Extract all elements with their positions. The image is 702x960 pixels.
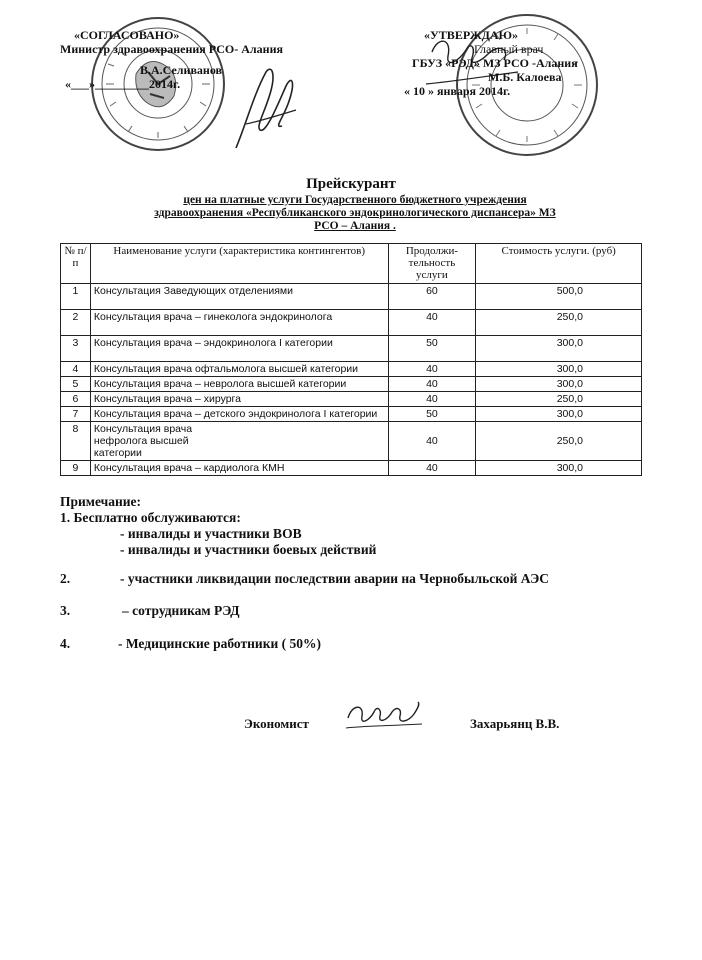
cell-duration: 40 (388, 310, 476, 336)
cell-cost: 300,0 (476, 461, 642, 476)
cell-num: 7 (61, 407, 91, 422)
cell-cost: 250,0 (476, 310, 642, 336)
cell-duration: 40 (388, 392, 476, 407)
chief-name: М.Б. Калоева (488, 70, 562, 84)
note-item-4-num: 4. (60, 636, 71, 651)
document-title: Прейскурант (306, 176, 396, 192)
note-item-1a: - инвалиды и участники ВОВ (120, 526, 302, 541)
economist-role: Экономист (244, 716, 309, 731)
cell-duration: 60 (388, 284, 476, 310)
table-row (61, 461, 642, 476)
cell-name: Консультация врача – эндокринолога I категории (90, 336, 388, 362)
cell-name: Консультация врача – кардиолога КМН (90, 461, 388, 476)
cell-name: Консультация врача офтальмолога высшей категории (90, 362, 388, 377)
cell-num: 2 (61, 310, 91, 336)
table-row (61, 377, 642, 392)
table-row (61, 284, 642, 310)
cell-name: Консультация врача – невролога высшей категории (90, 377, 388, 392)
note-item-1b: - инвалиды и участники боевых действий (120, 542, 377, 557)
cell-duration: 40 (388, 422, 476, 461)
note-item-2-text: - участники ликвидации последствии аварии на Чернобыльской АЭС (120, 571, 550, 586)
notes-heading: Примечание: (60, 494, 142, 509)
cell-name: Консультация врача нефролога высшей категории (90, 422, 388, 461)
table-row (61, 392, 642, 407)
cell-duration: 50 (388, 407, 476, 422)
cell-name: Консультация врача – детского эндокринолога I категории (90, 407, 388, 422)
table-row (61, 422, 642, 461)
cell-num: 8 (61, 422, 91, 461)
economist-name: Захарьянц В.В. (470, 716, 560, 731)
note-item-3-text: – сотрудникам РЭД (122, 603, 240, 618)
cell-num: 9 (61, 461, 91, 476)
cell-cost: 500,0 (476, 284, 642, 310)
cell-duration: 40 (388, 362, 476, 377)
cell-duration: 50 (388, 336, 476, 362)
approval-block (404, 28, 644, 98)
signature-economist (344, 700, 424, 734)
note-item-1: 1. Бесплатно обслуживаются: (60, 510, 241, 525)
cell-num: 6 (61, 392, 91, 407)
approved-heading: «УТВЕРЖДАЮ» (424, 28, 519, 42)
cell-num: 5 (61, 377, 91, 392)
header-duration: Продолжи-тельность услуги (388, 244, 476, 284)
table-row (61, 336, 642, 362)
table-row (61, 407, 642, 422)
notes-block (60, 494, 660, 558)
table-header-row (61, 244, 642, 284)
table-row (61, 310, 642, 336)
cell-cost: 300,0 (476, 362, 642, 377)
cell-duration: 40 (388, 377, 476, 392)
note-item-4-text: - Медицинские работники ( 50%) (118, 636, 321, 651)
cell-name: Консультация врача – гинеколога эндокринолога (90, 310, 388, 336)
cell-cost: 250,0 (476, 422, 642, 461)
chief-position: Главный врач (474, 42, 544, 56)
approval-date-line: « 10 » января 2014г. (404, 84, 511, 98)
cell-duration: 40 (388, 461, 476, 476)
table-row (61, 362, 642, 377)
agreement-date-line: «___»_________2014г. (65, 77, 181, 91)
minister-position: Министр здравоохранения РСО- Алания (60, 42, 283, 56)
cell-cost: 300,0 (476, 336, 642, 362)
minister-name: В.А.Селиванов (140, 63, 223, 77)
price-table (60, 243, 642, 476)
cell-num: 3 (61, 336, 91, 362)
agreed-heading: «СОГЛАСОВАНО» (74, 28, 180, 42)
cell-cost: 300,0 (476, 407, 642, 422)
note-item-2-num: 2. (60, 571, 71, 586)
cell-num: 1 (61, 284, 91, 310)
header-name: Наименование услуги (характеристика контингентов) (90, 244, 388, 284)
cell-cost: 250,0 (476, 392, 642, 407)
document-subtitle: цен на платные услуги Государственного бюджетного учреждения здравоохранения «Республиканского эндокринологического диспансера» МЗ РСО – Алания . (154, 194, 556, 232)
note-item-3-num: 3. (60, 603, 71, 618)
header-cost: Стоимость услуги. (руб) (476, 244, 642, 284)
organization-name: ГБУЗ «РЭД» МЗ РСО -Алания (412, 56, 578, 70)
header-num: № п/п (61, 244, 91, 284)
cell-name: Консультация врача – хирурга (90, 392, 388, 407)
cell-num: 4 (61, 362, 91, 377)
cell-cost: 300,0 (476, 377, 642, 392)
agreement-block (60, 28, 320, 91)
cell-name: Консультация Заведующих отделениями (90, 284, 388, 310)
